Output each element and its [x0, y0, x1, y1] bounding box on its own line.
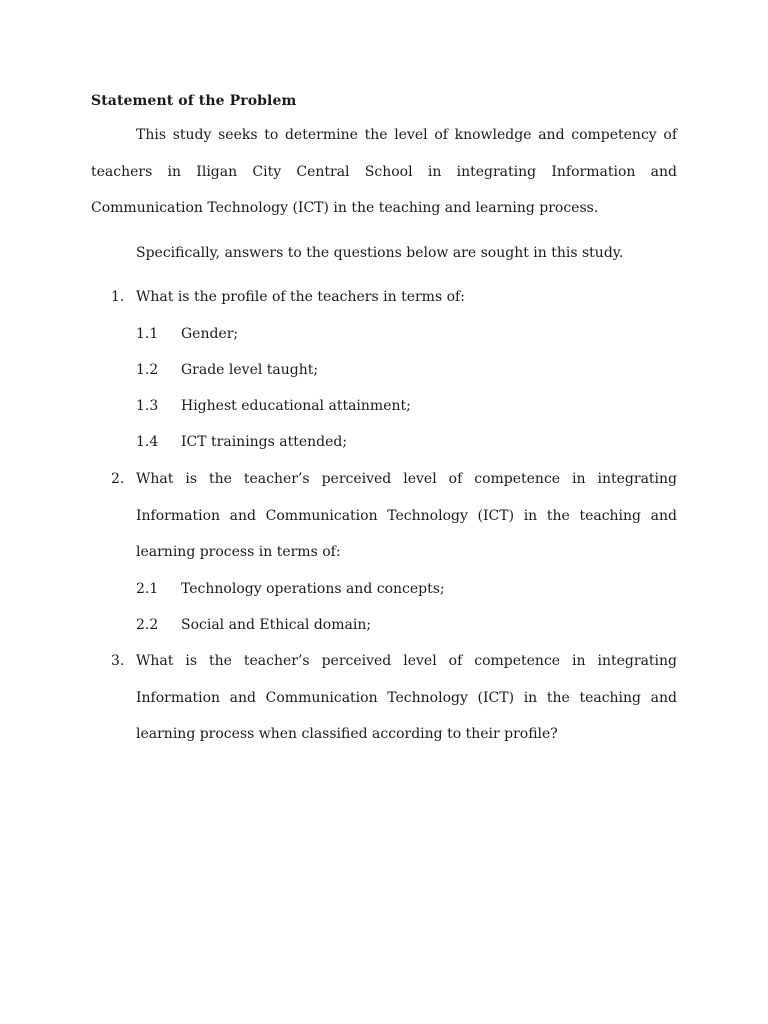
section-heading: Statement of the Problem [91, 93, 297, 109]
sub-item-number: 2.2 [136, 617, 159, 633]
question-item [111, 279, 677, 316]
question-text: What is the teacher’s perceived level of competence in integrating Information and Communication Technology (ICT) in the teaching and learning process when classified according to their profile? [136, 653, 677, 742]
intro-paragraph: This study seeks to determine the level of knowledge and competency of teachers in Iligan City Central School in integrating Information and Communication Technology (ICT) in the teaching and learning process. [91, 127, 677, 216]
question-text: What is the teacher’s perceived level of competence in integrating Information and Communication Technology (ICT) in the teaching and learning process in terms of: [136, 471, 677, 560]
sub-item [136, 579, 445, 599]
question-number: 2. [111, 471, 125, 487]
question-number: 1. [111, 289, 125, 305]
sub-item-text: ICT trainings attended; [181, 434, 348, 450]
sub-item [136, 432, 347, 452]
sub-item-number: 1.4 [136, 434, 159, 450]
sub-item-text: Highest educational attainment; [181, 398, 411, 414]
specific-paragraph: Specifically, answers to the questions below are sought in this study. [136, 245, 624, 261]
question-text: What is the profile of the teachers in terms of: [136, 289, 465, 305]
question-item [111, 461, 677, 571]
sub-item-text: Technology operations and concepts; [181, 581, 445, 597]
sub-item-text: Gender; [181, 326, 239, 342]
sub-item [136, 324, 238, 344]
sub-item-number: 1.2 [136, 362, 159, 378]
sub-item-text: Social and Ethical domain; [181, 617, 372, 633]
sub-item-number: 1.3 [136, 398, 159, 414]
question-number: 3. [111, 653, 125, 669]
sub-item-number: 1.1 [136, 326, 159, 342]
sub-item [136, 360, 318, 380]
sub-item-text: Grade level taught; [181, 362, 319, 378]
question-item [111, 643, 677, 753]
sub-item [136, 396, 411, 416]
sub-item-number: 2.1 [136, 581, 159, 597]
sub-item [136, 615, 371, 635]
